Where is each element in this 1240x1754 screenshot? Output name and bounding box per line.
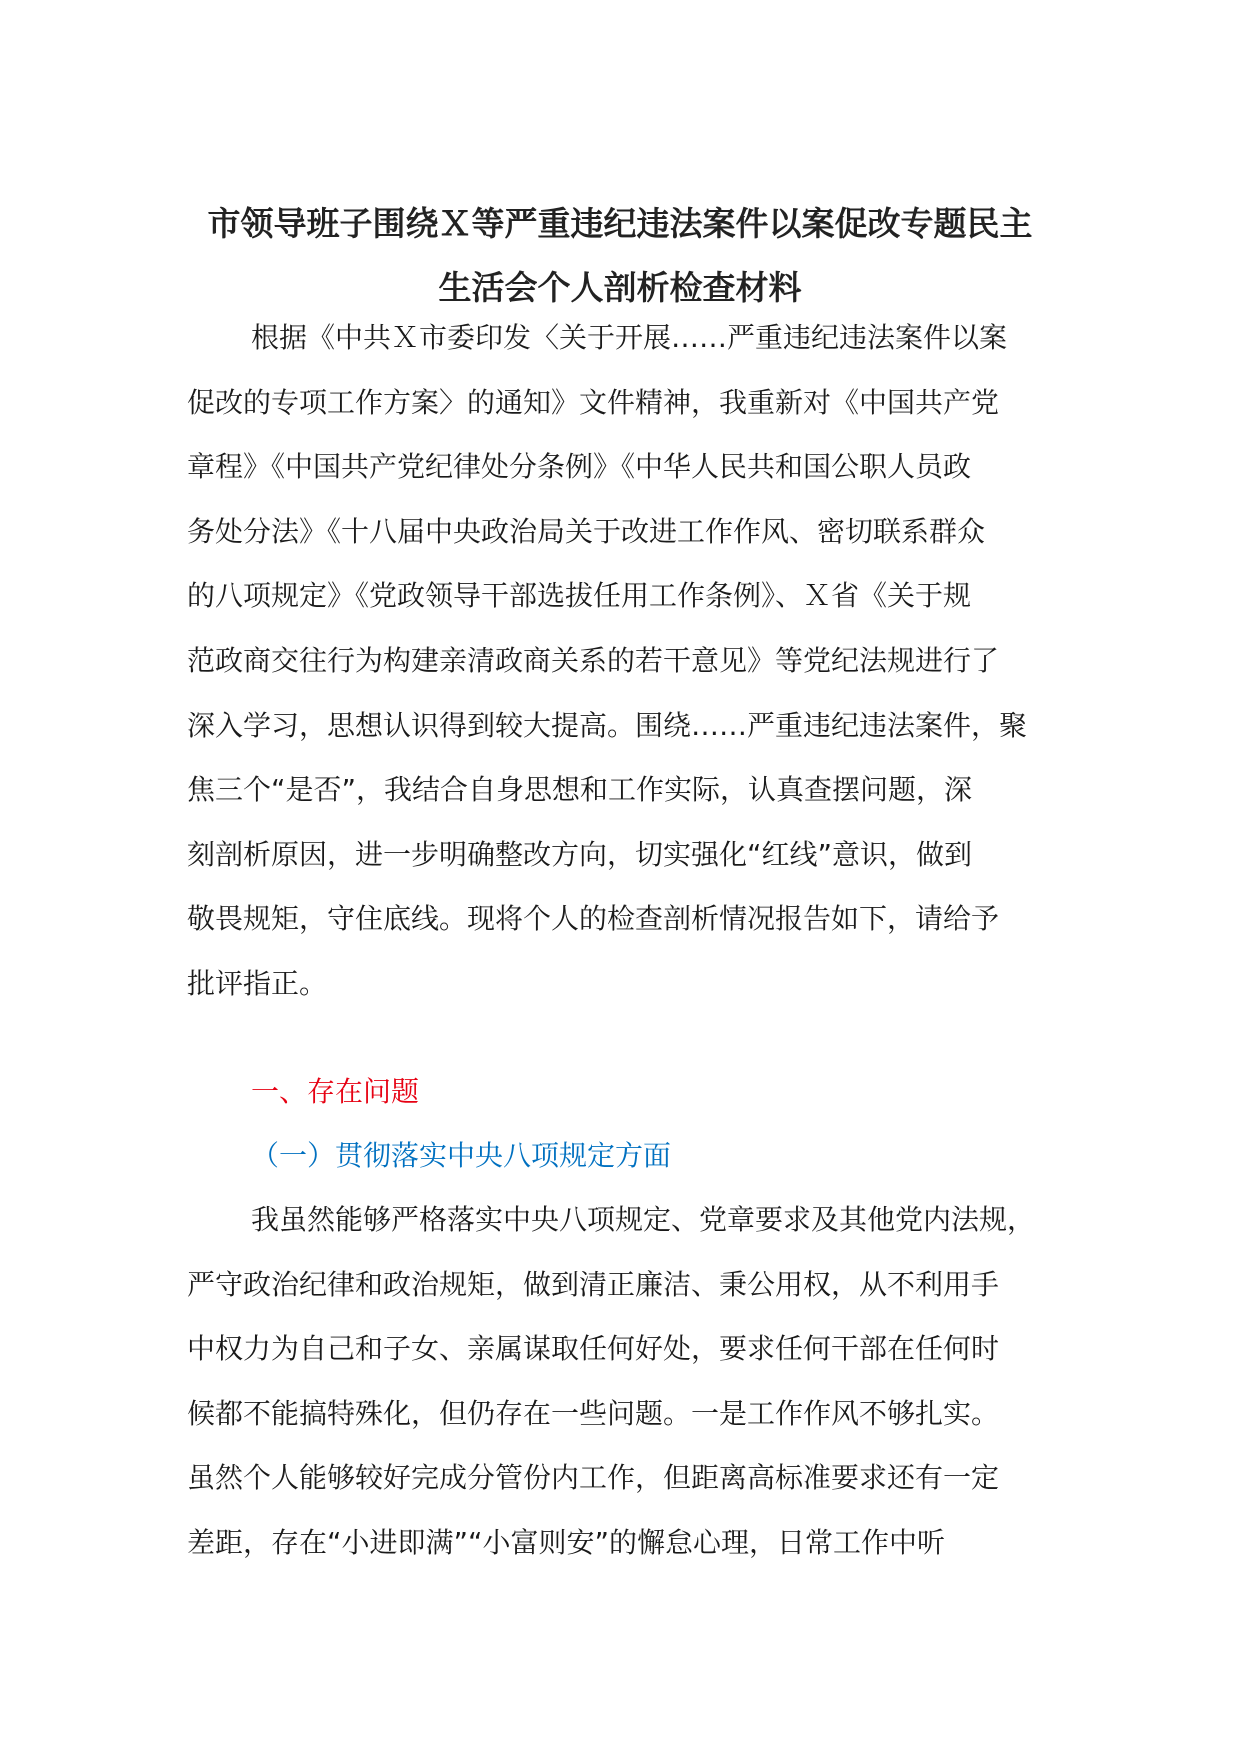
- paragraph-line: 促改的专项工作方案〉的通知》文件精神，我重新对《中国共产党: [187, 385, 1000, 419]
- paragraph-line: 深入学习，思想认识得到较大提高。围绕……严重违纪违法案件，聚: [187, 708, 1028, 742]
- intro-paragraph: [187, 306, 1087, 1017]
- paragraph-line: 批评指正。: [187, 966, 328, 1000]
- issues-paragraph: [187, 1188, 1087, 1576]
- paragraph-line: 差距，存在“小进即满”“小富则安”的懈怠心理，日常工作中听: [187, 1525, 946, 1559]
- paragraph-line: 我虽然能够严格落实中央八项规定、党章要求及其他党内法规，: [251, 1203, 1036, 1236]
- paragraph-line: 务处分法》《十八届中央政治局关于改进工作作风、密切联系群众: [187, 514, 986, 548]
- paragraph-line: 章程》《中国共产党纪律处分条例》《中华人民共和国公职人员政: [187, 450, 972, 484]
- subsection-heading-eight-rules: （一）贯彻落实中央八项规定方面: [251, 1139, 672, 1172]
- document-title: [180, 192, 1060, 320]
- paragraph-line: 刻剖析原因，进一步明确整改方向，切实强化“红线”意识，做到: [187, 837, 973, 871]
- paragraph-line: 的八项规定》《党政领导干部选拔任用工作条例》、Ｘ省《关于规: [187, 579, 972, 613]
- paragraph-line: 严守政治纪律和政治规矩，做到清正廉洁、秉公用权，从不利用手: [187, 1267, 1000, 1301]
- paragraph-line: 候都不能搞特殊化，但仍存在一些问题。一是工作作风不够扎实。: [187, 1396, 1000, 1430]
- title-line: 生活会个人剖析检查材料: [438, 268, 802, 307]
- paragraph-line: 中权力为自己和子女、亲属谋取任何好处，要求任何干部在任何时: [187, 1332, 1000, 1366]
- paragraph-line: 虽然个人能够较好完成分管份内工作，但距离高标准要求还有一定: [187, 1461, 1000, 1495]
- paragraph-line: 焦三个“是否”，我结合自身思想和工作实际，认真查摆问题，深: [187, 773, 973, 807]
- paragraph-line: 敬畏规矩，守住底线。现将个人的检查剖析情况报告如下，请给予: [187, 902, 1000, 936]
- paragraph-line: 根据《中共Ｘ市委印发〈关于开展……严重违纪违法案件以案: [251, 321, 1008, 354]
- paragraph-line: 范政商交往行为构建亲清政商关系的若干意见》等党纪法规进行了: [187, 643, 1000, 677]
- title-line: 市领导班子围绕Ｘ等严重违纪违法案件以案促改专题民主: [207, 204, 1033, 243]
- section-heading-issues: 一、存在问题: [251, 1075, 420, 1108]
